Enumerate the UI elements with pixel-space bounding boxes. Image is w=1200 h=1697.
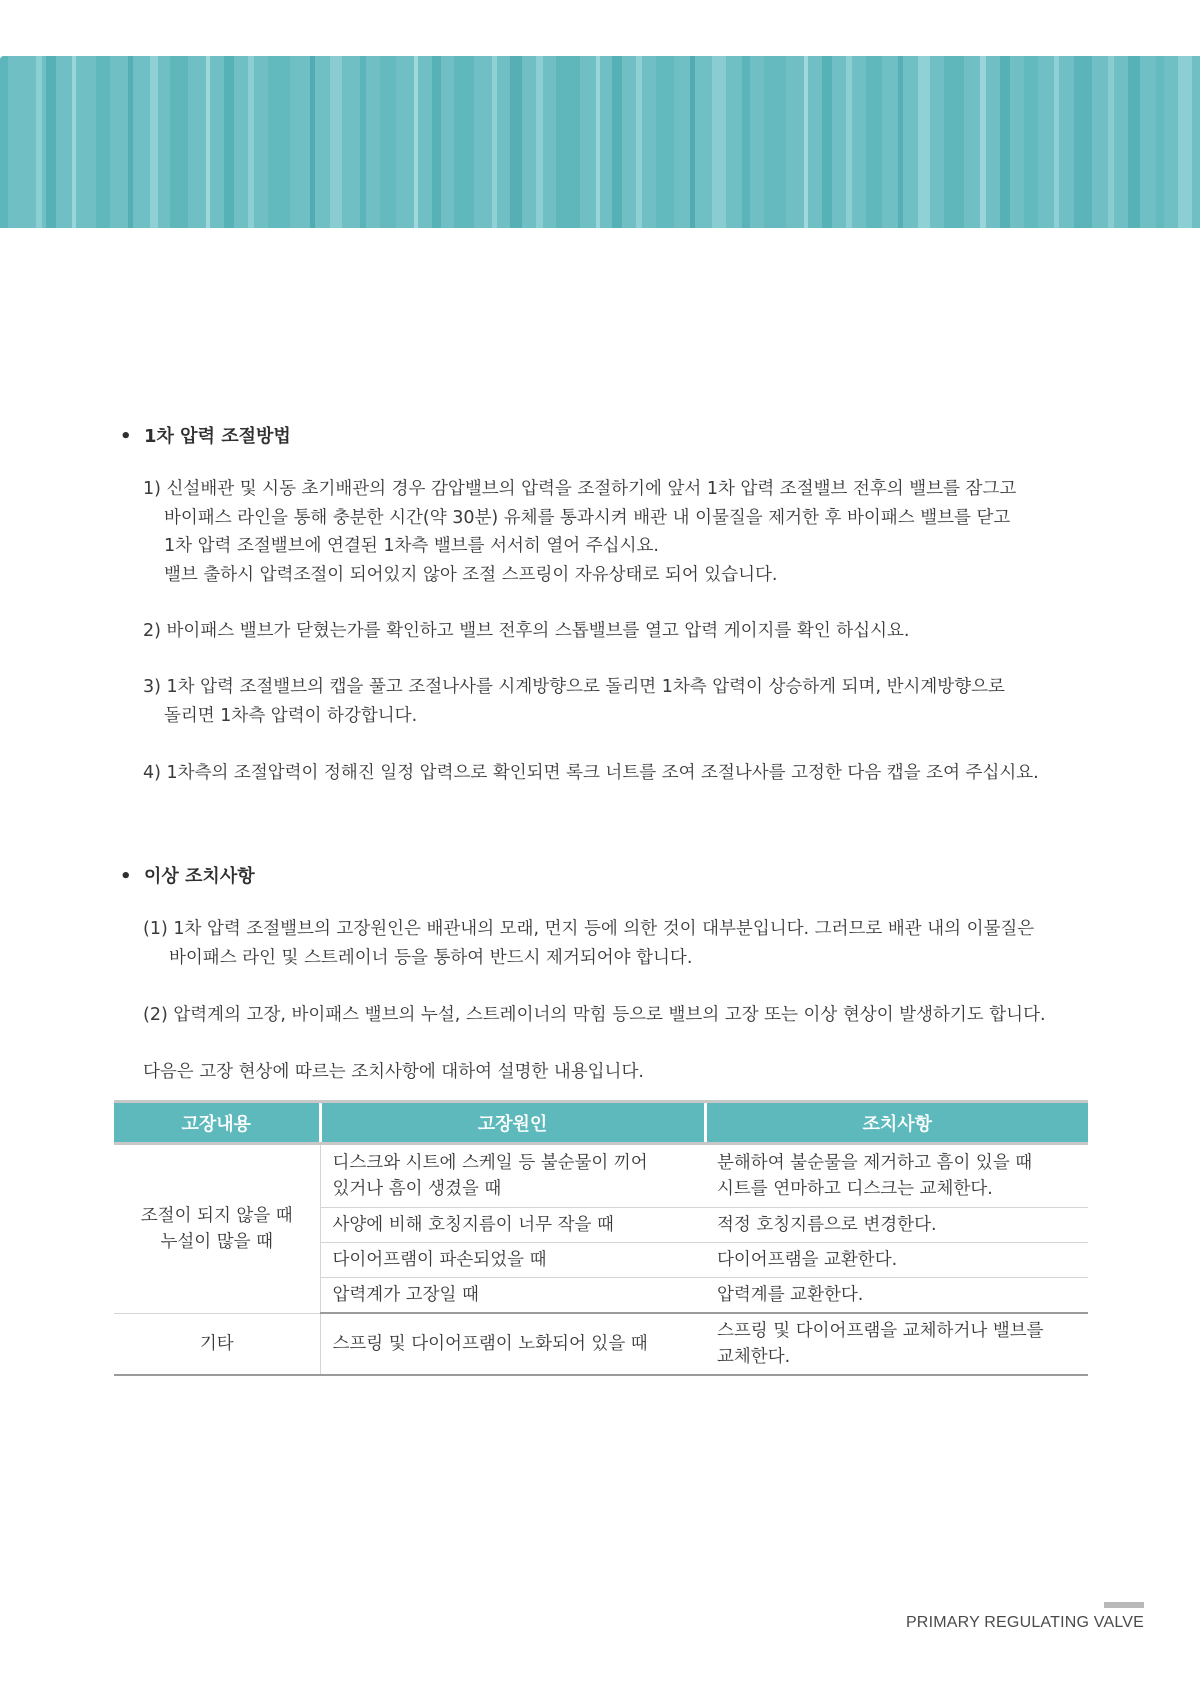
banner-stripe xyxy=(170,56,188,228)
banner-stripe xyxy=(510,56,522,228)
banner-stripe xyxy=(248,56,254,228)
banner-stripe xyxy=(742,56,750,228)
banner-stripe xyxy=(432,56,441,228)
cause-cell: 다이어프램이 파손되었을 때 xyxy=(320,1243,705,1278)
paragraph-line: 밸브 출하시 압력조절이 되어있지 않아 조절 스프링이 자유상태로 되어 있습니다. xyxy=(164,564,778,585)
banner-stripe xyxy=(454,56,474,228)
bullet-icon: • xyxy=(120,866,132,887)
action-line: 스프링 및 다이어프램을 교체하거나 밸브를 xyxy=(717,1321,1044,1341)
table-intro xyxy=(143,1058,1088,1087)
banner-stripe xyxy=(804,56,808,228)
paragraph-item-4 xyxy=(143,759,1088,788)
action-line: 교체한다. xyxy=(717,1347,791,1367)
banner-stripe xyxy=(536,56,543,228)
banner-stripe xyxy=(1054,56,1059,228)
action-cell xyxy=(705,1144,1088,1208)
paragraph-line: 3) 1차 압력 조절밸브의 캡을 풀고 조절나사를 시계방향으로 돌리면 1차측 압력이 상승하게 되며, 반시계방향으로 xyxy=(143,677,1005,697)
symptom-line: 누설이 많을 때 xyxy=(160,1231,274,1252)
banner-stripe xyxy=(268,56,290,228)
symptom-cell: 기타 xyxy=(114,1313,320,1375)
banner-stripe xyxy=(206,56,210,228)
banner-stripe xyxy=(846,56,852,228)
banner-stripe xyxy=(898,56,903,228)
action-line: 시트를 연마하고 디스크는 교체한다. xyxy=(717,1179,993,1199)
paragraph-line: 바이패스 라인을 통해 충분한 시간(약 30분) 유체를 통과시켜 배관 내 이물질을 제거한 후 바이패스 밸브를 닫고 xyxy=(164,507,1011,528)
cause-line: 디스크와 시트에 스케일 등 불순물이 끼어 xyxy=(332,1153,648,1173)
paragraph-item-6 xyxy=(143,1001,1088,1030)
paragraph-line: 4) 1차측의 조절압력이 정해진 일정 압력으로 확인되면 록크 너트를 조여 조절나사를 고정한 다음 캡을 조여 주십시요. xyxy=(143,763,1039,783)
paragraph-item-1 xyxy=(143,475,1088,589)
section-title-text: 1차 압력 조절방법 xyxy=(144,426,291,447)
paragraph-item-5 xyxy=(143,915,1088,972)
banner-stripe xyxy=(1178,56,1192,228)
header-action: 조치사항 xyxy=(705,1102,1088,1144)
banner-stripe xyxy=(72,56,76,228)
banner-stripe xyxy=(764,56,786,228)
cause-cell xyxy=(320,1144,705,1208)
section-title-pressure-adjust xyxy=(120,422,291,448)
banner-stripe xyxy=(822,56,832,228)
table-row xyxy=(114,1313,1088,1375)
banner-stripe xyxy=(128,56,133,228)
header-cause: 고장원인 xyxy=(320,1102,705,1144)
banner-stripe xyxy=(636,56,642,228)
banner-stripe xyxy=(36,56,42,228)
banner-stripe xyxy=(492,56,497,228)
banner-stripe xyxy=(712,56,726,228)
paragraph-line: (2) 압력계의 고장, 바이패스 밸브의 누설, 스트레이너의 막힘 등으로 밸브의 고장 또는 이상 현상이 발생하기도 합니다. xyxy=(143,1005,1046,1025)
banner-stripe xyxy=(1156,56,1164,228)
section-title-troubleshooting xyxy=(120,862,255,888)
banner-stripe xyxy=(918,56,930,228)
banner-stripe xyxy=(46,56,56,228)
banner-stripe xyxy=(224,56,234,228)
table-header-row xyxy=(114,1102,1088,1144)
banner-stripe xyxy=(612,56,622,228)
action-cell: 압력계를 교환한다. xyxy=(705,1278,1088,1314)
section-title-text: 이상 조치사항 xyxy=(144,866,255,887)
footer-label: PRIMARY REGULATING VALVE xyxy=(905,1614,1144,1631)
banner-stripe xyxy=(596,56,600,228)
footer-accent-bar xyxy=(1104,1602,1144,1608)
banner-stripe xyxy=(380,56,396,228)
cause-cell: 압력계가 고장일 때 xyxy=(320,1278,705,1314)
troubleshooting-table xyxy=(114,1100,1088,1376)
paragraph-item-2 xyxy=(143,617,1088,646)
symptom-cell xyxy=(114,1144,320,1314)
header-symptom: 고장내용 xyxy=(114,1102,320,1144)
paragraph-line: 바이패스 라인 및 스트레이너 등을 통하여 반드시 제거되어야 합니다. xyxy=(169,947,693,968)
banner-stripe xyxy=(0,56,8,228)
table-row xyxy=(114,1144,1088,1208)
symptom-line: 조절이 되지 않을 때 xyxy=(140,1205,293,1226)
paragraph-line: (1) 1차 압력 조절밸브의 고장원인은 배관내의 모래, 먼지 등에 의한 것이 대부분입니다. 그러므로 배관 내의 이물질은 xyxy=(143,919,1035,939)
banner-stripe xyxy=(980,56,986,228)
paragraph-line: 1차 압력 조절밸브에 연결된 1차측 밸브를 서서히 열어 주십시요. xyxy=(164,536,659,556)
action-line: 분해하여 불순물을 제거하고 흠이 있을 때 xyxy=(717,1153,1033,1173)
bullet-icon: • xyxy=(120,426,132,447)
banner-stripe xyxy=(1000,56,1010,228)
banner-stripe xyxy=(330,56,342,228)
banner-stripe xyxy=(310,56,315,228)
banner-stripe xyxy=(360,56,366,228)
cause-cell: 스프링 및 다이어프램이 노화되어 있을 때 xyxy=(320,1313,705,1375)
banner-stripe xyxy=(150,56,158,228)
cause-cell: 사양에 비해 호칭지름이 너무 작을 때 xyxy=(320,1208,705,1243)
action-cell xyxy=(705,1313,1088,1375)
banner-stripe xyxy=(414,56,418,228)
banner-stripe xyxy=(1108,56,1114,228)
paragraph-line: 2) 바이패스 밸브가 닫혔는가를 확인하고 밸브 전후의 스톱밸브를 열고 압력 게이지를 확인 하십시요. xyxy=(143,621,910,641)
banner-stripe xyxy=(866,56,882,228)
banner-stripe xyxy=(690,56,695,228)
action-cell: 다이어프램을 교환한다. xyxy=(705,1243,1088,1278)
banner-stripe xyxy=(556,56,580,228)
header-banner xyxy=(0,56,1200,228)
paragraph-line: 다음은 고장 현상에 따르는 조치사항에 대하여 설명한 내용입니다. xyxy=(143,1062,644,1082)
banner-stripe xyxy=(656,56,674,228)
paragraph-line: 돌리면 1차측 압력이 하강합니다. xyxy=(164,705,418,726)
banner-stripe xyxy=(1128,56,1140,228)
action-cell: 적정 호칭지름으로 변경한다. xyxy=(705,1208,1088,1243)
paragraph-item-3 xyxy=(143,673,1088,730)
cause-line: 있거나 흠이 생겼을 때 xyxy=(332,1179,502,1199)
banner-stripe xyxy=(96,56,110,228)
banner-stripe xyxy=(1074,56,1092,228)
paragraph-line: 1) 신설배관 및 시동 초기배관의 경우 감압밸브의 압력을 조절하기에 앞서 1차 압력 조절밸브 전후의 밸브를 잠그고 xyxy=(143,479,1017,499)
banner-stripe xyxy=(1024,56,1038,228)
banner-stripe xyxy=(944,56,964,228)
